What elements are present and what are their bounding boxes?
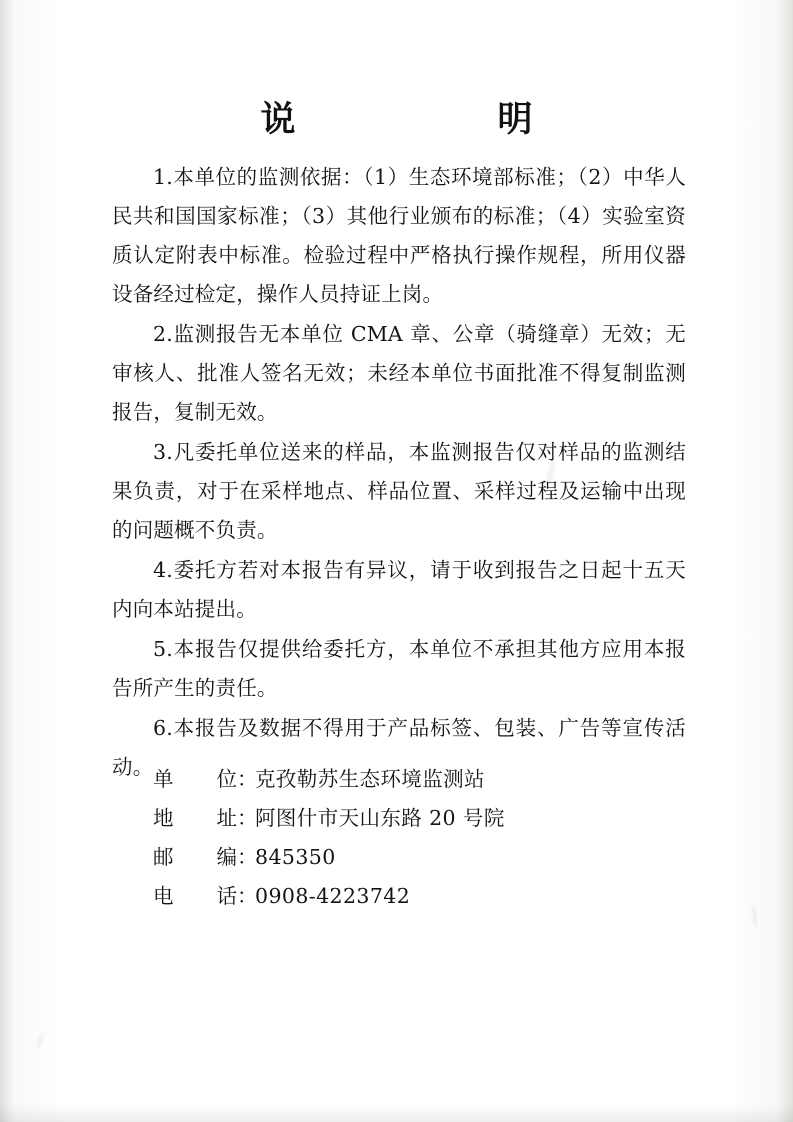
contact-value: 0908-4223742 xyxy=(255,884,411,908)
contact-label-char: 话 xyxy=(216,884,237,908)
contact-label-char: 邮 xyxy=(153,845,174,869)
contact-separator: ： xyxy=(237,767,258,791)
contact-label-char: 编 xyxy=(216,845,237,869)
contact-label-char: 址 xyxy=(216,806,237,830)
page-edge-shadow-left xyxy=(0,0,14,1122)
contact-row-unit xyxy=(112,760,712,799)
paragraph: 5.本报告仅提供给委托方，本单位不承担其他方应用本报告所产生的责任。 xyxy=(112,637,686,700)
contact-label-char: 单 xyxy=(153,767,174,791)
paragraph: 2.监测报告无本单位 CMA 章、公章（骑缝章）无效；无审核人、批准人签名无效；未经本单位书面批准不得复制监测报告，复制无效。 xyxy=(112,322,686,424)
contact-label-char: 位 xyxy=(216,767,237,791)
contact-label xyxy=(153,877,237,916)
contact-row-phone xyxy=(112,877,712,916)
contact-block xyxy=(112,760,712,916)
contact-value: 克孜勒苏生态环境监测站 xyxy=(255,767,485,791)
contact-value: 阿图什市天山东路 20 号院 xyxy=(255,806,505,830)
paragraph: 4.委托方若对本报告有异议，请于收到报告之日起十五天内向本站提出。 xyxy=(112,558,686,621)
page-edge-shadow-right xyxy=(777,0,793,1122)
contact-label xyxy=(153,838,237,877)
paragraph: 6.本报告及数据不得用于产品标签、包装、广告等宣传活动。 xyxy=(112,716,686,779)
paragraph: 1.本单位的监测依据：（1）生态环境部标准；（2）中华人民共和国国家标准；（3）其他行业颁布的标准；（4）实验室资质认定附表中标准。检验过程中严格执行操作规程，所用仪器设备经过检定，操作人员持证上岗。 xyxy=(112,165,686,306)
contact-label-char: 地 xyxy=(153,806,174,830)
scan-smudge xyxy=(35,1032,45,1050)
paragraph: 3.凡委托单位送来的样品，本监测报告仅对样品的监测结果负责，对于在采样地点、样品位置、采样过程及运输中出现的问题概不负责。 xyxy=(112,440,686,542)
contact-value: 845350 xyxy=(255,845,336,869)
contact-label xyxy=(153,799,237,838)
page-title: 说 明 xyxy=(260,99,577,140)
contact-separator: ： xyxy=(237,845,258,869)
scan-smudge xyxy=(750,905,758,927)
contact-separator: ： xyxy=(237,806,258,830)
contact-label-char: 电 xyxy=(153,884,174,908)
page-edge-shadow-bottom xyxy=(0,1104,793,1122)
contact-label xyxy=(153,760,237,799)
contact-row-address xyxy=(112,799,712,838)
contact-separator: ： xyxy=(237,884,258,908)
document-body xyxy=(112,158,686,788)
contact-row-postcode xyxy=(112,838,712,877)
